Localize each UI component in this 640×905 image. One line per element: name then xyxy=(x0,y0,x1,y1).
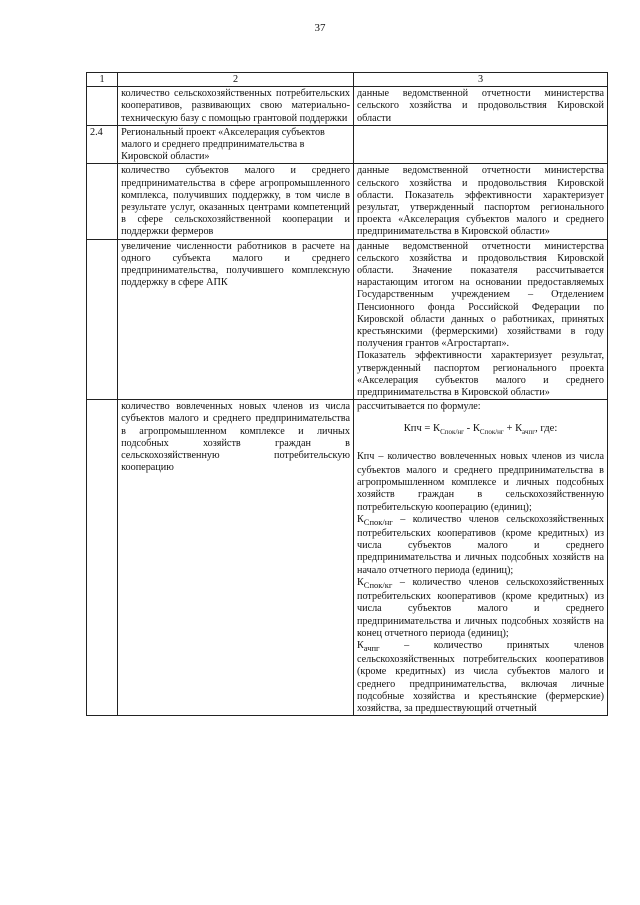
method-cell: данные ведомственной отчетности министерства сельского хозяйства и продовольствия Кировской области. Показатель эффективности характеризует результат, утвержденный паспортом регионального проекта «Акселерация субъектов малого и среднего предпринимательства в Кировской области» xyxy=(354,164,608,239)
formula-tail: , где: xyxy=(535,423,558,435)
method-cell xyxy=(354,125,608,164)
row-number xyxy=(87,239,118,400)
definition xyxy=(357,577,604,640)
project-title-cell: Региональный проект «Акселерация субъектов малого и среднего предпринимательства в Кировской области» xyxy=(118,125,354,164)
indicator-cell: увеличение численности работников в расчете на одного субъекта малого и среднего предпринимательства, получившего комплексную поддержку в сфере АПК xyxy=(118,239,354,400)
table-row xyxy=(87,239,608,400)
definition-symbol: Кпч xyxy=(357,450,375,462)
definition-text: – количество принятых членов сельскохозяйственных потребительских кооперативов (кроме кредитных) из числа субъектов малого и среднего предпринимательства, включая личные подсобные хозяйства и крестьянские (фермерские) хозяйства, за предшествующий отчетный xyxy=(357,639,604,714)
definition-symbol: К xyxy=(357,576,364,588)
formula-lhs: Кпч = К xyxy=(403,423,441,435)
row-number: 2.4 xyxy=(87,125,118,164)
header-col-3: 3 xyxy=(354,73,608,87)
indicator-cell: количество вовлеченных новых членов из числа субъектов малого и среднего предпринимательства в агропромышленном комплексе и личных подсобных хозяйств граждан в сельскохозяйственную потребительскую кооперацию xyxy=(118,400,354,716)
formula-sub: ачпг xyxy=(522,428,536,437)
indicator-cell: количество субъектов малого и среднего предпринимательства в сфере агропромышленного комплекса, получивших поддержку, в том числе в результате услуг, оказанных центрами компетенций в сфере сельскохозяйственной кооперации и поддержки фермеров xyxy=(118,164,354,239)
formula-sub: Спок/нг xyxy=(479,428,504,437)
definition-symbol: К xyxy=(357,639,364,651)
indicator-cell: количество сельскохозяйственных потребительских кооперативов, развивающих свою материально-техническую базу с помощью грантовой поддержки xyxy=(118,87,354,126)
header-col-2: 2 xyxy=(118,73,354,87)
method-cell: данные ведомственной отчетности министерства сельского хозяйства и продовольствия Кировской области xyxy=(354,87,608,126)
formula-sub: Спок/нг xyxy=(440,428,465,437)
page-number: 37 xyxy=(314,22,326,34)
method-paragraph: Показатель эффективности характеризует результат, утвержденный паспортом регионального проекта «Акселерация субъектов малого и среднего предпринимательства в Кировской области» xyxy=(357,350,604,399)
method-cell xyxy=(354,239,608,400)
definition-text: – количество вовлеченных новых членов из числа субъектов малого и среднего предпринимательства в агропромышленном комплексе и личных подсобных хозяйств граждан в сельскохозяйственную потребительскую кооперацию (единиц); xyxy=(357,450,604,513)
table-row xyxy=(87,125,608,164)
row-number xyxy=(87,400,118,716)
definition-symbol: К xyxy=(357,513,364,525)
formula xyxy=(357,423,604,438)
row-number xyxy=(87,87,118,126)
definition-sub: Спок/кг xyxy=(363,579,393,590)
formula-op: - К xyxy=(464,423,480,435)
definition-text: – количество членов сельскохозяйственных потребительских кооперативов (кроме кредитных) из числа субъектов малого и среднего предпринимательства и личных подсобных хозяйств на конец отчетного периода (единиц); xyxy=(357,576,604,639)
formula-op: + К xyxy=(503,423,523,435)
formula-intro: рассчитывается по формуле: xyxy=(357,401,481,413)
table-row xyxy=(87,400,608,716)
row-number xyxy=(87,164,118,239)
definition-sub: ачпг xyxy=(363,642,380,653)
method-cell xyxy=(354,400,608,716)
table-row xyxy=(87,87,608,126)
table-header-row xyxy=(87,73,608,87)
definition-sub: Спок/нг xyxy=(363,516,393,527)
definition xyxy=(357,514,604,577)
definition xyxy=(357,640,604,715)
method-paragraph: данные ведомственной отчетности министерства сельского хозяйства и продовольствия Кировской области. Значение показателя рассчитывается нарастающим итогом на основании предоставляемых Государственным учреждением – Отделением Пенсионного фонда Российской Федерации по Кировской области данных о работниках, принятых крестьянскими (фермерскими) хозяйствами в году получения грантов «Агростартап». xyxy=(357,240,604,350)
header-col-1: 1 xyxy=(87,73,118,87)
indicators-table xyxy=(86,72,608,716)
definition xyxy=(357,451,604,514)
table-row xyxy=(87,164,608,239)
definition-text: – количество членов сельскохозяйственных потребительских кооперативов (кроме кредитных) из числа субъектов малого и среднего предпринимательства и личных подсобных хозяйств на начало отчетного периода (единиц); xyxy=(357,513,604,576)
